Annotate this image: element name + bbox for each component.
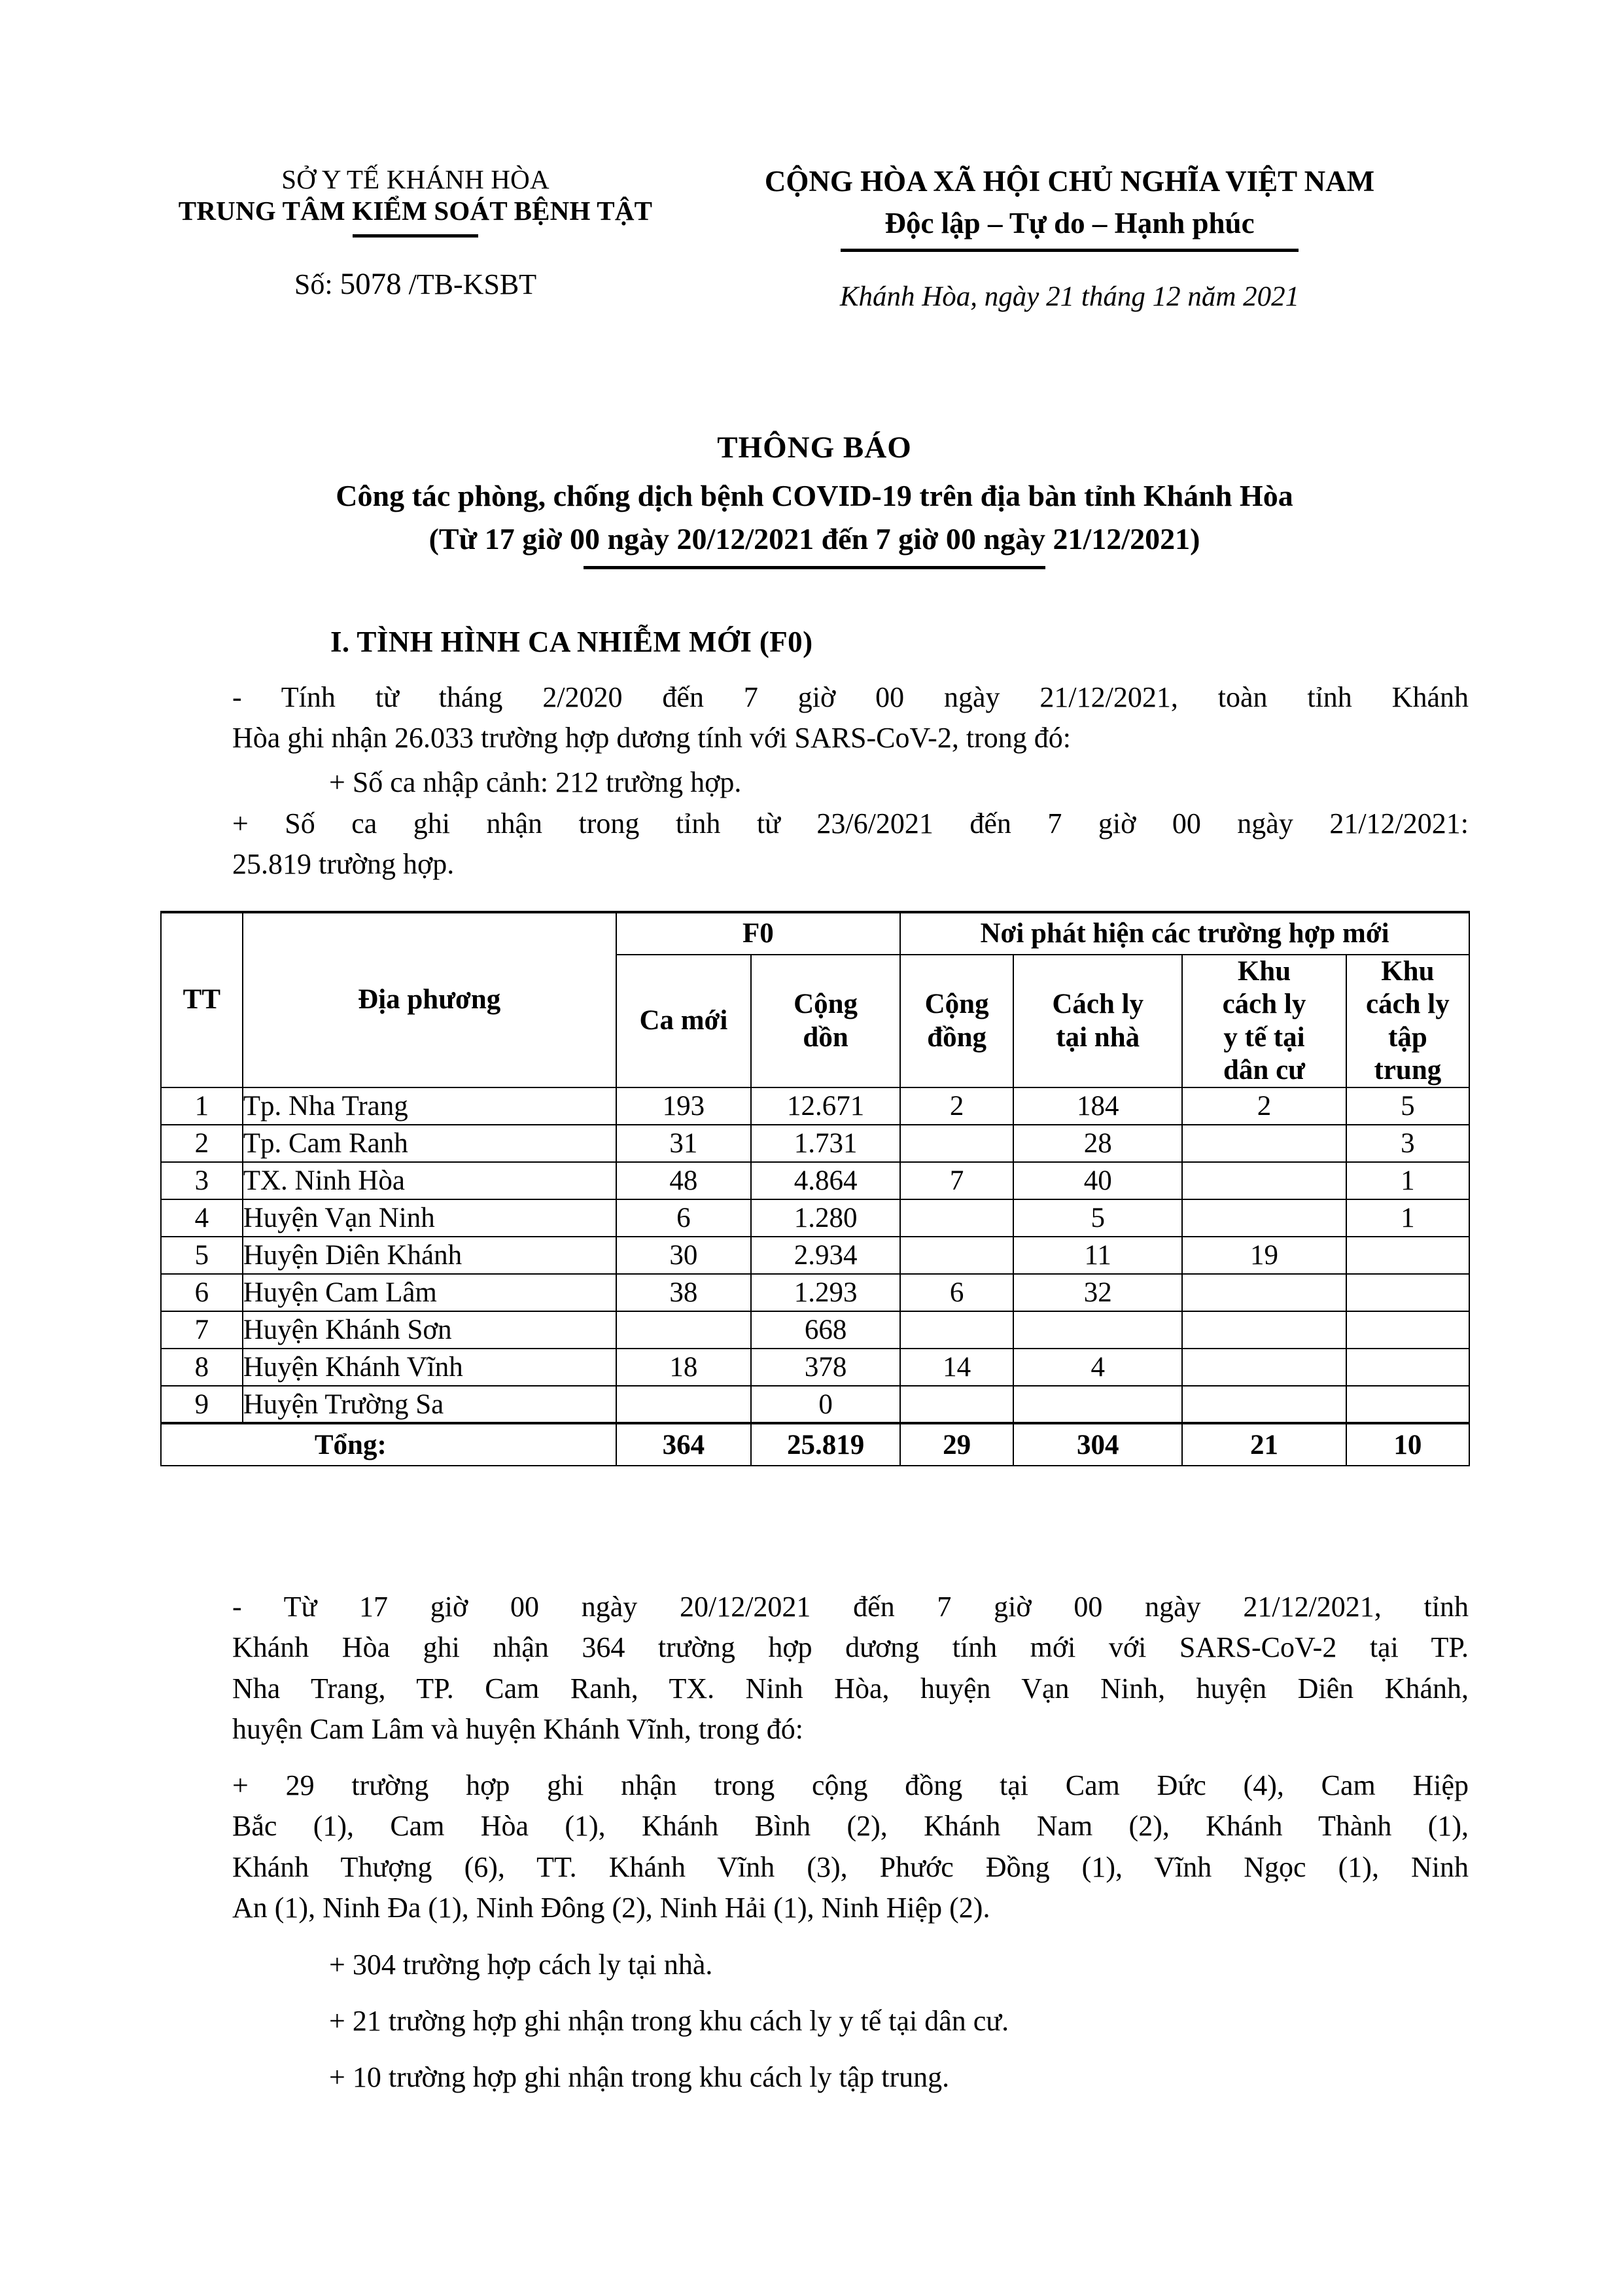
th-residential-quarantine [1182,955,1346,1087]
cell-concentrated [1346,1311,1469,1349]
cell-locality: Huyện Trường Sa [243,1386,616,1423]
cell-home: 28 [1013,1125,1182,1162]
cell-total-home: 304 [1013,1423,1182,1466]
document-header [160,164,1469,313]
cell-total-cumulative: 25.819 [751,1423,900,1466]
th-cumulative [751,955,900,1087]
document-number-suffix: /TB-KSBT [408,268,537,300]
table-row [161,1349,1469,1386]
cell-concentrated: 1 [1346,1162,1469,1199]
cell-new-cases: 30 [616,1237,751,1274]
cell-total-community: 29 [900,1423,1013,1466]
document-number-prefix: Số: [294,268,333,300]
cell-total-concentrated: 10 [1346,1423,1469,1466]
title-block [160,429,1469,569]
section-2-p2-line-2: Bắc (1), Cam Hòa (1), Khánh Bình (2), Khánh Nam (2), Khánh Thành (1), [232,1810,1469,1843]
cell-new-cases: 38 [616,1274,751,1311]
document-subject-line2: (Từ 17 giờ 00 ngày 20/12/2021 đến 7 giờ 00 ngày 21/12/2021) [428,521,1200,556]
section-1-p1-line-2: Hòa ghi nhận 26.033 trường hợp dương tính với SARS-CoV-2, trong đó: [232,722,1071,754]
section-2-p2-line-4: An (1), Ninh Đa (1), Ninh Đông (2), Ninh Hải (1), Ninh Hiệp (2). [232,1892,990,1924]
covid-statistics-table [160,911,1470,1466]
cell-new-cases: 6 [616,1199,751,1237]
cell-home: 4 [1013,1349,1182,1386]
cell-new-cases: 18 [616,1349,751,1386]
cell-cumulative: 1.293 [751,1274,900,1311]
cell-new-cases: 31 [616,1125,751,1162]
table-row [161,1237,1469,1274]
national-motto: Độc lập – Tự do – Hạnh phúc [884,207,1255,239]
section-2-paragraph-1 [232,1587,1469,1750]
cell-tt: 2 [161,1125,243,1162]
section-2-paragraph-4 [232,2001,1469,2041]
section-2-p1-line-2: Khánh Hòa ghi nhận 364 trường hợp dương tính mới với SARS-CoV-2 tại TP. [232,1631,1469,1664]
cell-concentrated [1346,1386,1469,1423]
section-1-paragraph-3 [232,804,1469,885]
cell-residential [1182,1162,1346,1199]
cell-community: 14 [900,1349,1013,1386]
national-title: CỘNG HÒA XÃ HỘI CHỦ NGHĨA VIỆT NAM [764,165,1375,198]
cell-tt: 1 [161,1087,243,1125]
table-total-row [161,1423,1469,1466]
covid-statistics-table-container [160,911,1470,1466]
cell-home: 5 [1013,1199,1182,1237]
cell-residential [1182,1125,1346,1162]
header-right-divider [841,249,1299,252]
section-1-p2-text: + Số ca nhập cảnh: 212 trường hợp. [329,766,742,798]
th-concentrated-quarantine [1346,955,1469,1087]
cell-cumulative: 4.864 [751,1162,900,1199]
cell-locality: TX. Ninh Hòa [243,1162,616,1199]
header-right-column [671,164,1469,313]
th-cumulative-l2: dồn [803,1021,848,1053]
cell-locality: Tp. Cam Ranh [243,1125,616,1162]
cell-cumulative: 12.671 [751,1087,900,1125]
cell-tt: 4 [161,1199,243,1237]
cell-concentrated [1346,1237,1469,1274]
table-row [161,1087,1469,1125]
cell-locality: Tp. Nha Trang [243,1087,616,1125]
th-concentrated-l4: trung [1374,1054,1442,1086]
cell-new-cases [616,1386,751,1423]
table-header-group-row [161,912,1469,955]
cell-new-cases [616,1311,751,1349]
section-1-p3-line-1: + Số ca ghi nhận trong tỉnh từ 23/6/2021 đến 7 giờ 00 ngày 21/12/2021: [232,807,1469,839]
th-concentrated-l2: cách ly [1365,989,1450,1020]
cell-new-cases: 193 [616,1087,751,1125]
cell-community: 7 [900,1162,1013,1199]
cell-concentrated: 3 [1346,1125,1469,1162]
cell-total-label: Tổng: [161,1423,616,1466]
table-row [161,1386,1469,1423]
th-residential-l1: Khu [1237,956,1291,987]
cell-residential [1182,1199,1346,1237]
cell-residential: 19 [1182,1237,1346,1274]
table-row [161,1274,1469,1311]
cell-community: 2 [900,1087,1013,1125]
cell-cumulative: 1.280 [751,1199,900,1237]
cell-cumulative: 668 [751,1311,900,1349]
cell-locality: Huyện Vạn Ninh [243,1199,616,1237]
section-1-p1-line-1: - Tính từ tháng 2/2020 đến 7 giờ 00 ngày 21/12/2021, toàn tỉnh Khánh [232,681,1469,713]
cell-community: 6 [900,1274,1013,1311]
section-2-p4-text: + 21 trường hợp ghi nhận trong khu cách ly y tế tại dân cư. [329,2005,1009,2037]
cell-home [1013,1311,1182,1349]
th-residential-l2: cách ly [1222,989,1306,1020]
section-2-p5-text: + 10 trường hợp ghi nhận trong khu cách ly tập trung. [329,2061,950,2093]
cell-total-new-cases: 364 [616,1423,751,1466]
cell-community [900,1237,1013,1274]
section-2-p1-line-1: - Từ 17 giờ 00 ngày 20/12/2021 đến 7 giờ 00 ngày 21/12/2021, tỉnh [232,1591,1469,1623]
cell-tt: 8 [161,1349,243,1386]
issuing-center: TRUNG TÂM KIỂM SOÁT BỆNH TẬT [178,196,653,226]
document-type-title: THÔNG BÁO [717,431,912,465]
th-home-l1: Cách ly [1052,989,1144,1020]
th-residential-l3: y tế tại [1223,1021,1305,1053]
section-2-p1-line-3: Nha Trang, TP. Cam Ranh, TX. Ninh Hòa, huyện Vạn Ninh, huyện Diên Khánh, [232,1672,1469,1704]
cell-tt: 3 [161,1162,243,1199]
cell-residential: 2 [1182,1087,1346,1125]
section-2-p2-line-1: + 29 trường hợp ghi nhận trong cộng đồng tại Cam Đức (4), Cam Hiệp [232,1769,1469,1801]
cell-cumulative: 2.934 [751,1237,900,1274]
section-1-p3-line-2: 25.819 trường hợp. [232,848,455,881]
cell-concentrated: 1 [1346,1199,1469,1237]
cell-locality: Huyện Diên Khánh [243,1237,616,1274]
cell-residential [1182,1311,1346,1349]
cell-community [900,1311,1013,1349]
table-row [161,1199,1469,1237]
cell-home [1013,1386,1182,1423]
th-cumulative-l1: Cộng [794,989,858,1020]
cell-community [900,1125,1013,1162]
document-number-line [160,266,671,302]
cell-cumulative: 1.731 [751,1125,900,1162]
cell-concentrated [1346,1349,1469,1386]
th-group-detection-place: Nơi phát hiện các trường hợp mới [900,912,1469,955]
th-locality: Địa phương [243,912,616,1087]
cell-home: 11 [1013,1237,1182,1274]
cell-home: 184 [1013,1087,1182,1125]
th-community [900,955,1013,1087]
document-number-value: 5078 [340,266,402,301]
place-and-date: Khánh Hòa, ngày 21 tháng 12 năm 2021 [839,281,1300,313]
cell-locality: Huyện Cam Lâm [243,1274,616,1311]
th-new-cases: Ca mới [616,955,751,1087]
cell-home: 32 [1013,1274,1182,1311]
cell-concentrated: 5 [1346,1087,1469,1125]
cell-tt: 6 [161,1274,243,1311]
section-1-heading: I. TÌNH HÌNH CA NHIỄM MỚI (F0) [330,626,813,658]
cell-locality: Huyện Khánh Sơn [243,1311,616,1349]
table-row [161,1125,1469,1162]
section-2-paragraph-3 [232,1945,1469,1985]
header-left-divider [353,234,478,238]
th-community-l1: Cộng [924,989,989,1020]
document-subject-line1: Công tác phòng, chống dịch bệnh COVID-19 trên địa bàn tỉnh Khánh Hòa [336,478,1293,512]
cell-locality: Huyện Khánh Vĩnh [243,1349,616,1386]
section-2-p3-text: + 304 trường hợp cách ly tại nhà. [329,1949,713,1981]
issuing-department: SỞ Y TẾ KHÁNH HÒA [281,164,550,194]
th-home-quarantine [1013,955,1182,1087]
cell-new-cases: 48 [616,1162,751,1199]
table-row [161,1162,1469,1199]
cell-residential [1182,1349,1346,1386]
th-residential-l4: dân cư [1223,1054,1305,1086]
title-divider [584,566,1045,569]
th-community-l2: đồng [927,1021,987,1053]
cell-residential [1182,1386,1346,1423]
section-2-p1-line-4: huyện Cam Lâm và huyện Khánh Vĩnh, trong đó: [232,1713,803,1746]
cell-cumulative: 378 [751,1349,900,1386]
section-2-paragraph-2 [232,1765,1469,1929]
cell-tt: 5 [161,1237,243,1274]
th-concentrated-l3: tập [1388,1021,1427,1053]
section-1-paragraph-2 [232,762,1469,803]
header-left-column [160,164,671,313]
cell-cumulative: 0 [751,1386,900,1423]
th-home-l2: tại nhà [1056,1021,1140,1053]
th-group-f0: F0 [616,912,900,955]
table-row [161,1311,1469,1349]
th-tt: TT [161,912,243,1087]
cell-total-residential: 21 [1182,1423,1346,1466]
cell-tt: 9 [161,1386,243,1423]
cell-tt: 7 [161,1311,243,1349]
section-1-paragraph-1 [232,677,1469,759]
section-2-p2-line-3: Khánh Thượng (6), TT. Khánh Vĩnh (3), Phước Đồng (1), Vĩnh Ngọc (1), Ninh [232,1850,1469,1883]
cell-community [900,1199,1013,1237]
cell-concentrated [1346,1274,1469,1311]
cell-community [900,1386,1013,1423]
cell-residential [1182,1274,1346,1311]
table-body [161,1087,1469,1466]
section-2-paragraph-5 [232,2057,1469,2098]
cell-home: 40 [1013,1162,1182,1199]
th-concentrated-l1: Khu [1381,956,1435,987]
